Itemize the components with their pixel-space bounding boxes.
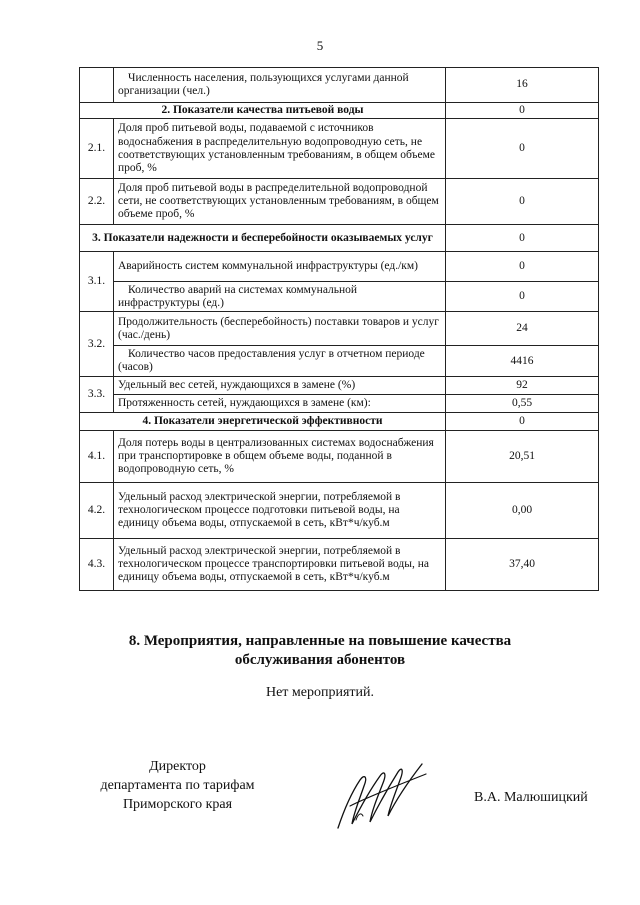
page-number: 5 [316, 38, 324, 53]
indicator-description: Численность населения, пользующихся услугами данной организации (чел.) [114, 68, 446, 103]
row-number: 3.1. [80, 252, 114, 312]
table-row [80, 282, 599, 312]
row-number [80, 68, 114, 103]
indicator-value: 16 [446, 68, 599, 103]
indicator-value: 24 [446, 312, 599, 346]
indicator-description: Удельный расход электрической энергии, потребляемой в технологическом процессе транспортировки питьевой воды, на единицу объема воды, отпускаемой в сеть, кВт*ч/куб.м [114, 539, 446, 591]
indicator-value: 0 [446, 252, 599, 282]
indicator-value: 92 [446, 377, 599, 395]
indicator-description: Протяженность сетей, нуждающихся в замене (км): [114, 395, 446, 413]
indicator-description: Количество аварий на системах коммунальной инфраструктуры (ед.) [114, 282, 446, 312]
signer-name: В.А. Малюшицкий [474, 790, 588, 805]
table-row [80, 252, 599, 282]
indicator-value: 0 [446, 103, 599, 119]
section-8-text: Нет мероприятий. [265, 685, 375, 700]
signer-title-line2: департамента по тарифам [100, 777, 255, 793]
indicator-description: Доля проб питьевой воды в распределительной водопроводной сети, не соответствующих установленным требованиям, в общем объеме проб, % [114, 179, 446, 225]
indicator-description: Количество часов предоставления услуг в отчетном периоде (часов) [114, 346, 446, 377]
section-row [80, 413, 599, 431]
table-row [80, 377, 599, 395]
section-8-heading-line1: 8. Мероприятия, направленные на повышение качества [128, 633, 512, 649]
indicator-value: 0,00 [446, 483, 599, 539]
table-row [80, 431, 599, 483]
table-row [80, 539, 599, 591]
table-row [80, 346, 599, 377]
row-number: 4.2. [80, 483, 114, 539]
section-row [80, 103, 599, 119]
row-number: 3.2. [80, 312, 114, 377]
indicator-value: 0 [446, 119, 599, 179]
indicator-value: 4416 [446, 346, 599, 377]
indicator-description: Удельный расход электрической энергии, потребляемой в технологическом процессе подготовки питьевой воды, на единицу объема воды, отпускаемой в сеть, кВт*ч/куб.м [114, 483, 446, 539]
section-title: 4. Показатели энергетической эффективности [80, 413, 446, 431]
section-title: 2. Показатели качества питьевой воды [80, 103, 446, 119]
table-row [80, 119, 599, 179]
indicator-value: 0,55 [446, 395, 599, 413]
table-row [80, 68, 599, 103]
row-number: 2.2. [80, 179, 114, 225]
signer-title [80, 758, 275, 815]
section-8-heading [0, 632, 640, 670]
indicator-description: Удельный вес сетей, нуждающихся в замене (%) [114, 377, 446, 395]
indicator-description: Продолжительность (бесперебойность) поставки товаров и услуг (час./день) [114, 312, 446, 346]
row-number: 2.1. [80, 119, 114, 179]
row-number: 4.3. [80, 539, 114, 591]
indicators-table [79, 67, 599, 591]
signer-title-line3: Приморского края [122, 796, 233, 812]
section-row [80, 225, 599, 252]
indicator-value: 37,40 [446, 539, 599, 591]
row-number: 4.1. [80, 431, 114, 483]
section-8-heading-line2: обслуживания абонентов [234, 651, 406, 668]
table-row [80, 395, 599, 413]
row-number: 3.3. [80, 377, 114, 413]
indicator-description: Доля потерь воды в централизованных системах водоснабжения при транспортировке в общем объеме воды, поданной в водопроводную сеть, % [114, 431, 446, 483]
table-row [80, 179, 599, 225]
indicator-description: Доля проб питьевой воды, подаваемой с источников водоснабжения в распределительную водопроводную сеть, не соответствующих установленным требованиям, в общем объеме проб, % [114, 119, 446, 179]
indicator-value: 20,51 [446, 431, 599, 483]
table-row [80, 312, 599, 346]
handwritten-signature [330, 750, 430, 835]
indicator-value: 0 [446, 413, 599, 431]
section-title: 3. Показатели надежности и бесперебойности оказываемых услуг [80, 225, 446, 252]
table-row [80, 483, 599, 539]
signer-title-line1: Директор [149, 759, 206, 774]
indicator-description: Аварийность систем коммунальной инфраструктуры (ед./км) [114, 252, 446, 282]
indicator-value: 0 [446, 179, 599, 225]
indicator-value: 0 [446, 282, 599, 312]
indicator-value: 0 [446, 225, 599, 252]
